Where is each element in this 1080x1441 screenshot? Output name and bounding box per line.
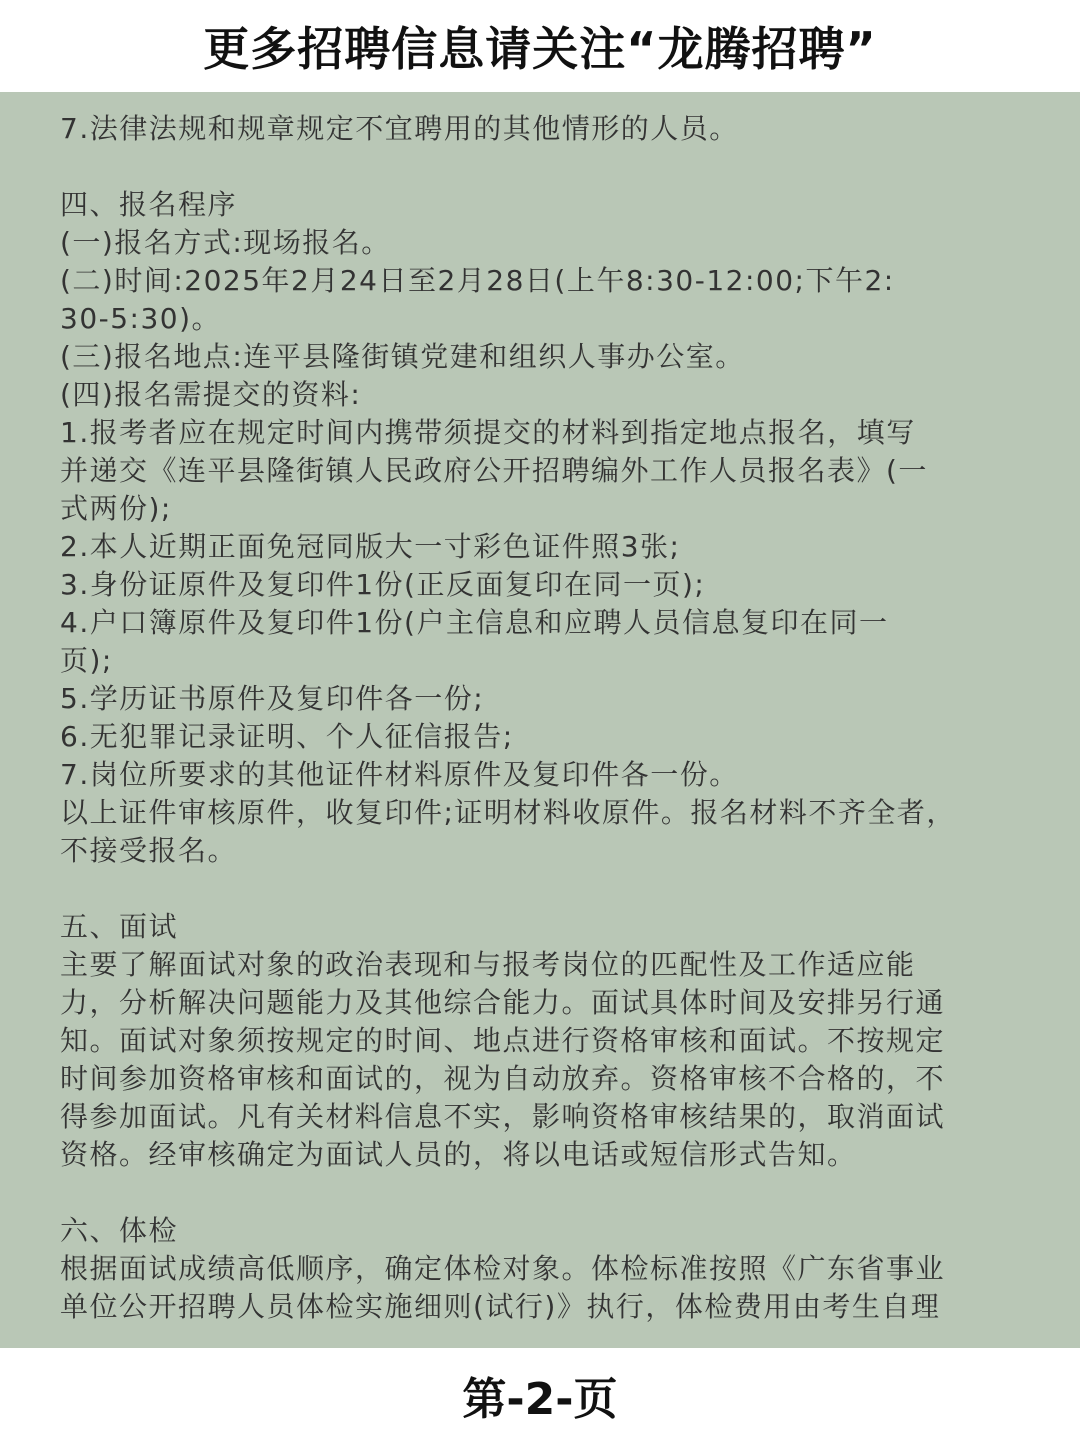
text-line: (四)报名需提交的资料: [60,378,362,411]
text-line: 5.学历证书原件及复印件各一份; [60,682,485,715]
text-line: 30-5:30)。 [60,302,222,335]
text-line: 知。面试对象须按规定的时间、地点进行资格审核和面试。不按规定 [60,1024,946,1057]
blank-line [60,1174,1028,1212]
text-line: 以上证件审核原件，收复印件;证明材料收原件。报名材料不齐全者， [60,796,956,829]
page-number: 第-2-页 [462,1373,618,1425]
text-line: 力，分析解决问题能力及其他综合能力。面试具体时间及安排另行通 [60,986,946,1019]
text-line: (二)时间:2025年2月24日至2月28日(上午8:30-12:00;下午2: [60,264,895,297]
section-heading-registration: 四、报名程序 [60,188,238,221]
text-line: 1.报考者应在规定时间内携带须提交的材料到指定地点报名，填写 [60,416,916,449]
section-heading-medical: 六、体检 [60,1214,179,1247]
text-line: 7.法律法规和规章规定不宜聘用的其他情形的人员。 [60,112,739,145]
page-header [0,0,1080,92]
blank-line [60,870,1028,908]
text-line: 4.户口簿原件及复印件1份(户主信息和应聘人员信息复印在同一 [60,606,889,639]
text-line: (一)报名方式:现场报名。 [60,226,391,259]
blank-line [60,148,1028,186]
text-line: 时间参加资格审核和面试的，视为自动放弃。资格审核不合格的，不 [60,1062,946,1095]
text-line: 得参加面试。凡有关材料信息不实，影响资格审核结果的，取消面试 [60,1100,946,1133]
page-footer [0,1348,1080,1441]
text-line: 2.本人近期正面免冠同版大一寸彩色证件照3张; [60,530,681,563]
text-line: 单位公开招聘人员体检实施细则(试行)》执行，体检费用由考生自理 [60,1290,941,1323]
text-line: 7.岗位所要求的其他证件材料原件及复印件各一份。 [60,758,739,791]
text-line: (三)报名地点:连平县隆街镇党建和组织人事办公室。 [60,340,745,373]
text-line: 并递交《连平县隆街镇人民政府公开招聘编外工作人员报名表》(一 [60,454,928,487]
text-line: 不接受报名。 [60,834,238,867]
header-title: 更多招聘信息请关注“龙腾招聘” [203,22,877,76]
section-heading-interview: 五、面试 [60,910,179,943]
document-body [0,92,1080,1348]
text-line: 式两份); [60,492,172,525]
text-line: 资格。经审核确定为面试人员的，将以电话或短信形式告知。 [60,1138,857,1171]
text-line: 根据面试成绩高低顺序，确定体检对象。体检标准按照《广东省事业 [60,1252,946,1285]
text-line: 主要了解面试对象的政治表现和与报考岗位的匹配性及工作适应能 [60,948,916,981]
text-line: 3.身份证原件及复印件1份(正反面复印在同一页); [60,568,706,601]
text-line: 页); [60,644,113,677]
text-line: 6.无犯罪记录证明、个人征信报告; [60,720,514,753]
